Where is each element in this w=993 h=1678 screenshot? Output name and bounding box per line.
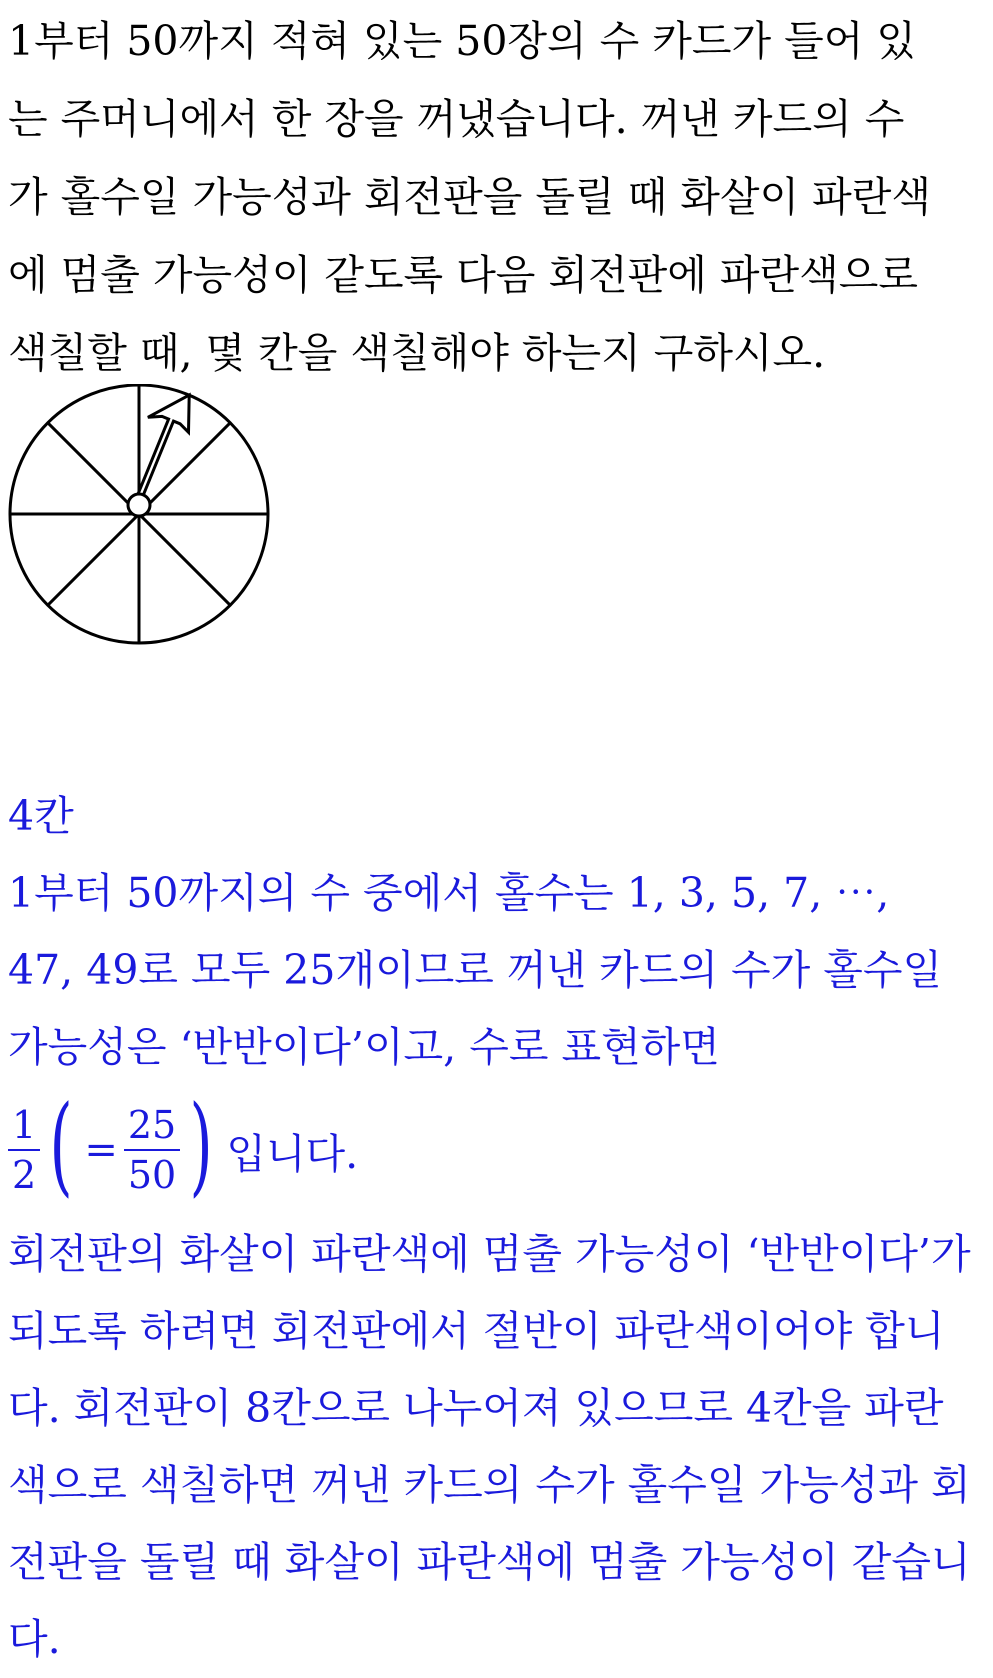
- question-line: 색칠할 때, 몇 칸을 색칠해야 하는지 구하시오.: [8, 329, 826, 377]
- left-paren: (: [49, 1083, 73, 1208]
- question-line: 는 주머니에서 한 장을 꺼냈습니다. 꺼낸 카드의 수: [8, 95, 905, 143]
- fraction-numerator: 25: [124, 1101, 180, 1151]
- question-text: [8, 2, 988, 392]
- explanation-line: 1부터 50까지의 수 중에서 홀수는 1, 3, 5, 7, ⋯,: [8, 869, 890, 917]
- fraction-suffix: 입니다.: [226, 1129, 359, 1178]
- spinner-hub: [128, 494, 150, 516]
- fraction-equivalent: [124, 1101, 180, 1199]
- equals-sign: =: [84, 1127, 118, 1173]
- question-line: 에 멈출 가능성이 같도록 다음 회전판에 파란색으로: [8, 251, 918, 299]
- explanation-line: 회전판의 화살이 파란색에 멈출 가능성이 ‘반반이다’가: [8, 1230, 971, 1278]
- answer-result: 4칸: [8, 792, 74, 840]
- question-line: 가 홀수일 가능성과 회전판을 돌릴 때 화살이 파란색: [8, 173, 931, 221]
- explanation-line: 다.: [8, 1615, 61, 1663]
- spinner-diagram: [0, 384, 280, 646]
- fraction-denominator: 50: [127, 1153, 177, 1197]
- right-paren: ): [189, 1083, 213, 1208]
- question-line: 1부터 50까지 적혀 있는 50장의 수 카드가 들어 있: [8, 17, 916, 65]
- fraction-denominator: 2: [12, 1153, 37, 1197]
- answer-block: [8, 778, 988, 1678]
- explanation-line: 전판을 돌릴 때 화살이 파란색에 멈출 가능성이 같습니: [8, 1538, 971, 1586]
- explanation-line: 다. 회전판이 8칸으로 나누어져 있으므로 4칸을 파란: [8, 1384, 944, 1432]
- fraction-expression: [8, 1083, 988, 1210]
- spinner-arrow: [128, 395, 189, 516]
- explanation-line: 되도록 하려면 회전판에서 절반이 파란색이어야 합니: [8, 1307, 945, 1355]
- explanation-line: 가능성은 ‘반반이다’이고, 수로 표현하면: [8, 1023, 720, 1071]
- fraction-one-half: [8, 1101, 40, 1199]
- fraction-numerator: 1: [8, 1101, 40, 1151]
- explanation-line: 47, 49로 모두 25개이므로 꺼낸 카드의 수가 홀수일: [8, 946, 943, 994]
- explanation-line: 색으로 색칠하면 꺼낸 카드의 수가 홀수일 가능성과 회: [8, 1461, 971, 1509]
